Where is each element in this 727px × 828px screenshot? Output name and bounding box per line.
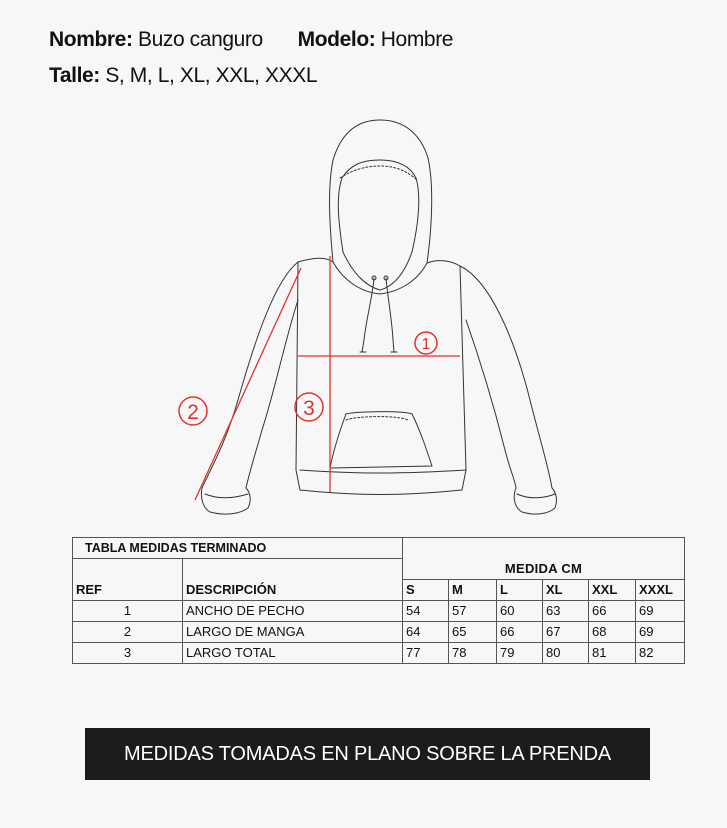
size-header-s: S	[403, 579, 449, 600]
size-header-l: L	[497, 579, 543, 600]
table-row	[73, 621, 685, 642]
col-desc-header: DESCRIPCIÓN	[183, 579, 403, 600]
row-value: 68	[589, 621, 636, 642]
row-value: 82	[636, 642, 685, 663]
row-value: 67	[543, 621, 589, 642]
size-measurements-table	[72, 537, 685, 664]
row-value: 57	[449, 600, 497, 621]
row-ref: 3	[73, 642, 183, 663]
table-title: TABLA MEDIDAS TERMINADO	[73, 538, 403, 559]
measurement-lines	[195, 256, 460, 500]
row-description: ANCHO DE PECHO	[183, 600, 403, 621]
row-value: 66	[589, 600, 636, 621]
row-value: 80	[543, 642, 589, 663]
table-title-row	[73, 538, 685, 559]
medida-label: MEDIDA CM	[403, 559, 685, 580]
sleeve-length-line	[195, 268, 301, 500]
row-value: 66	[497, 621, 543, 642]
row-value: 79	[497, 642, 543, 663]
size-header-xxxl: XXXL	[636, 579, 685, 600]
marker-3-label: 3	[303, 397, 315, 420]
size-header-m: M	[449, 579, 497, 600]
hoodie-outline	[201, 120, 556, 514]
col-ref-header: REF	[73, 579, 183, 600]
size-header-xxl: XXL	[589, 579, 636, 600]
row-value: 63	[543, 600, 589, 621]
nombre-value: Buzo canguro	[137, 28, 263, 51]
row-value: 78	[449, 642, 497, 663]
row-value: 60	[497, 600, 543, 621]
talle-value: S, M, L, XL, XXL, XXXL	[105, 64, 318, 87]
row-value: 65	[449, 621, 497, 642]
row-ref: 1	[73, 600, 183, 621]
row-value: 69	[636, 600, 685, 621]
row-ref: 2	[73, 621, 183, 642]
table-row	[73, 642, 685, 663]
table-medida-row	[73, 559, 685, 580]
nombre-label: Nombre:	[49, 28, 133, 51]
table-header-row	[73, 579, 685, 600]
marker-1-label: 1	[421, 336, 431, 353]
modelo-label: Modelo:	[297, 28, 376, 51]
marker-2-label: 2	[187, 401, 199, 424]
modelo-value: Hombre	[380, 28, 454, 51]
row-value: 64	[403, 621, 449, 642]
talle-label: Talle:	[49, 64, 100, 87]
row-value: 81	[589, 642, 636, 663]
size-header-xl: XL	[543, 579, 589, 600]
row-value: 69	[636, 621, 685, 642]
row-value: 54	[403, 600, 449, 621]
measurement-note-banner: MEDIDAS TOMADAS EN PLANO SOBRE LA PRENDA	[85, 728, 650, 780]
row-description: LARGO TOTAL	[183, 642, 403, 663]
row-value: 77	[403, 642, 449, 663]
table-row	[73, 600, 685, 621]
row-description: LARGO DE MANGA	[183, 621, 403, 642]
